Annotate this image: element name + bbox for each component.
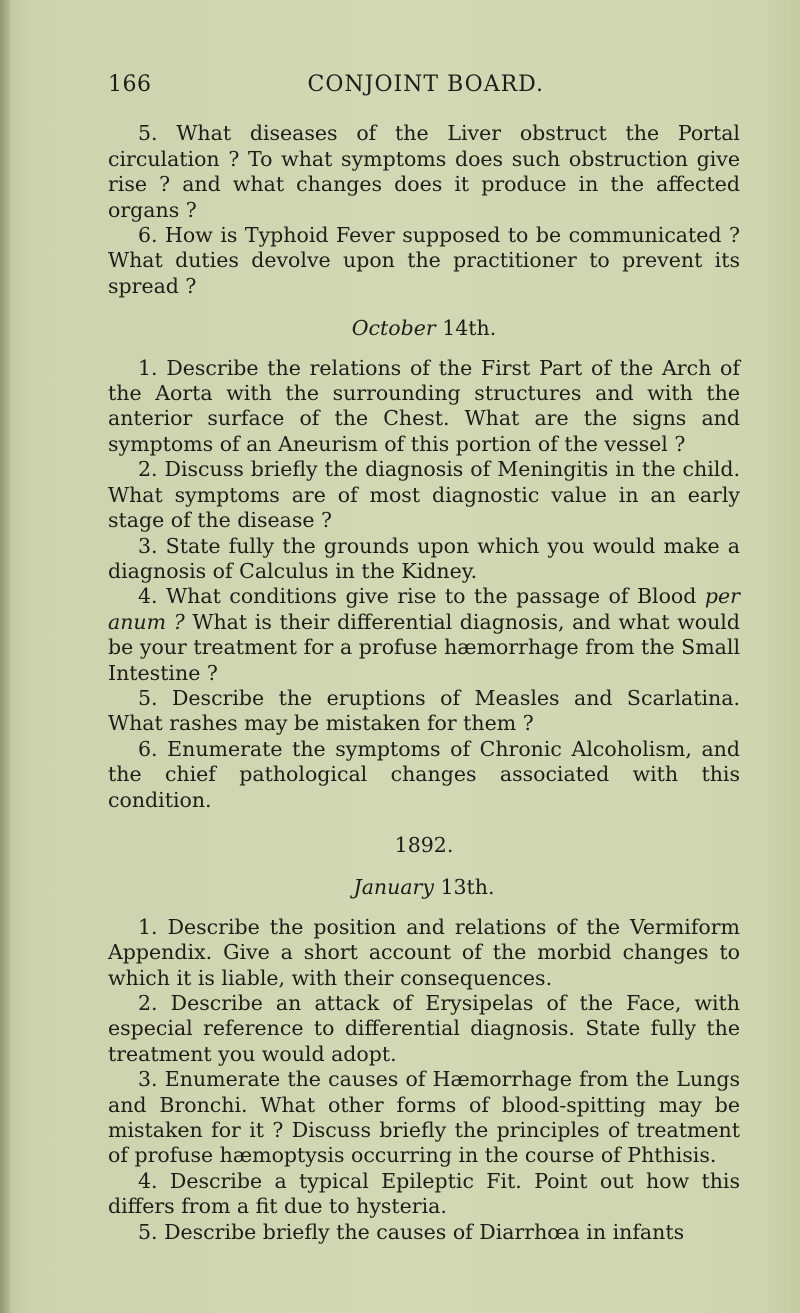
running-header — [108, 72, 740, 97]
heading-month: October — [351, 316, 436, 341]
date-heading-january — [108, 875, 740, 900]
question-italic-text: per anum ? — [108, 584, 740, 634]
heading-month: January — [353, 875, 434, 900]
running-title: CONJOINT BOARD. — [307, 72, 544, 97]
heading-day: 13th. — [440, 875, 495, 900]
question-paragraph: 3. Enumerate the causes of Hæmorrhage from the Lungs and Bronchi. What other forms of blood-spitting may be mistaken for it ? Discuss briefly the principles of treatment of profuse hæmoptysis occurring in the course of Phthisis. — [108, 1067, 740, 1168]
question-paragraph: 6. How is Typhoid Fever supposed to be communicated ? What duties devolve upon the practitioner to prevent its spread ? — [108, 223, 740, 298]
page-number: 166 — [108, 72, 152, 97]
question-paragraph: 5. Describe the eruptions of Measles and Scarlatina. What rashes may be mistaken for them ? — [108, 685, 740, 736]
question-paragraph: 2. Discuss briefly the diagnosis of Meningitis in the child. What symptoms are of most diagnostic value in an early stage of the disease ? — [108, 457, 740, 533]
book-spine-shadow — [0, 0, 10, 1313]
question-paragraph: 5. What diseases of the Liver obstruct the Portal circulation ? To what symptoms does such obstruction give rise ? and what changes does it produce in the affected organs ? — [108, 121, 740, 222]
question-paragraph: 3. State fully the grounds upon which you would make a diagnosis of Calculus in the Kidney. — [108, 533, 740, 583]
date-heading-october — [108, 316, 740, 341]
question-text: 4. What conditions give rise to the passage of Blood — [138, 584, 697, 609]
question-paragraph: 1. Describe the relations of the First Part of the Arch of the Aorta with the surrounding structures and with the anterior surface of the Chest. What are the signs and symptoms of an Aneurism of this portion of the vessel ? — [108, 355, 740, 456]
question-paragraph: 4. Describe a typical Epileptic Fit. Point out how this differs from a fit due to hysteria. — [108, 1168, 740, 1219]
question-paragraph: 1. Describe the position and relations of the Vermiform Appendix. Give a short account of the morbid changes to which it is liable, with their consequences. — [108, 914, 740, 990]
question-paragraph: 2. Describe an attack of Erysipelas of the Face, with especial reference to differential diagnosis. State fully the treatment you would adopt. — [108, 991, 740, 1066]
question-paragraph: 6. Enumerate the symptoms of Chronic Alcoholism, and the chief pathological changes associated with this condition. — [108, 736, 740, 812]
question-paragraph: 5. Describe briefly the causes of Diarrhœa in infants — [138, 1219, 685, 1244]
text-block — [108, 72, 740, 1245]
year-heading: 1892. — [394, 832, 454, 857]
heading-day: 14th. — [442, 316, 497, 341]
question-paragraph — [108, 584, 740, 686]
question-text: What is their differential diagnosis, and what would be your treatment for a profuse hæmorrhage from the Small Intestine ? — [108, 609, 740, 685]
